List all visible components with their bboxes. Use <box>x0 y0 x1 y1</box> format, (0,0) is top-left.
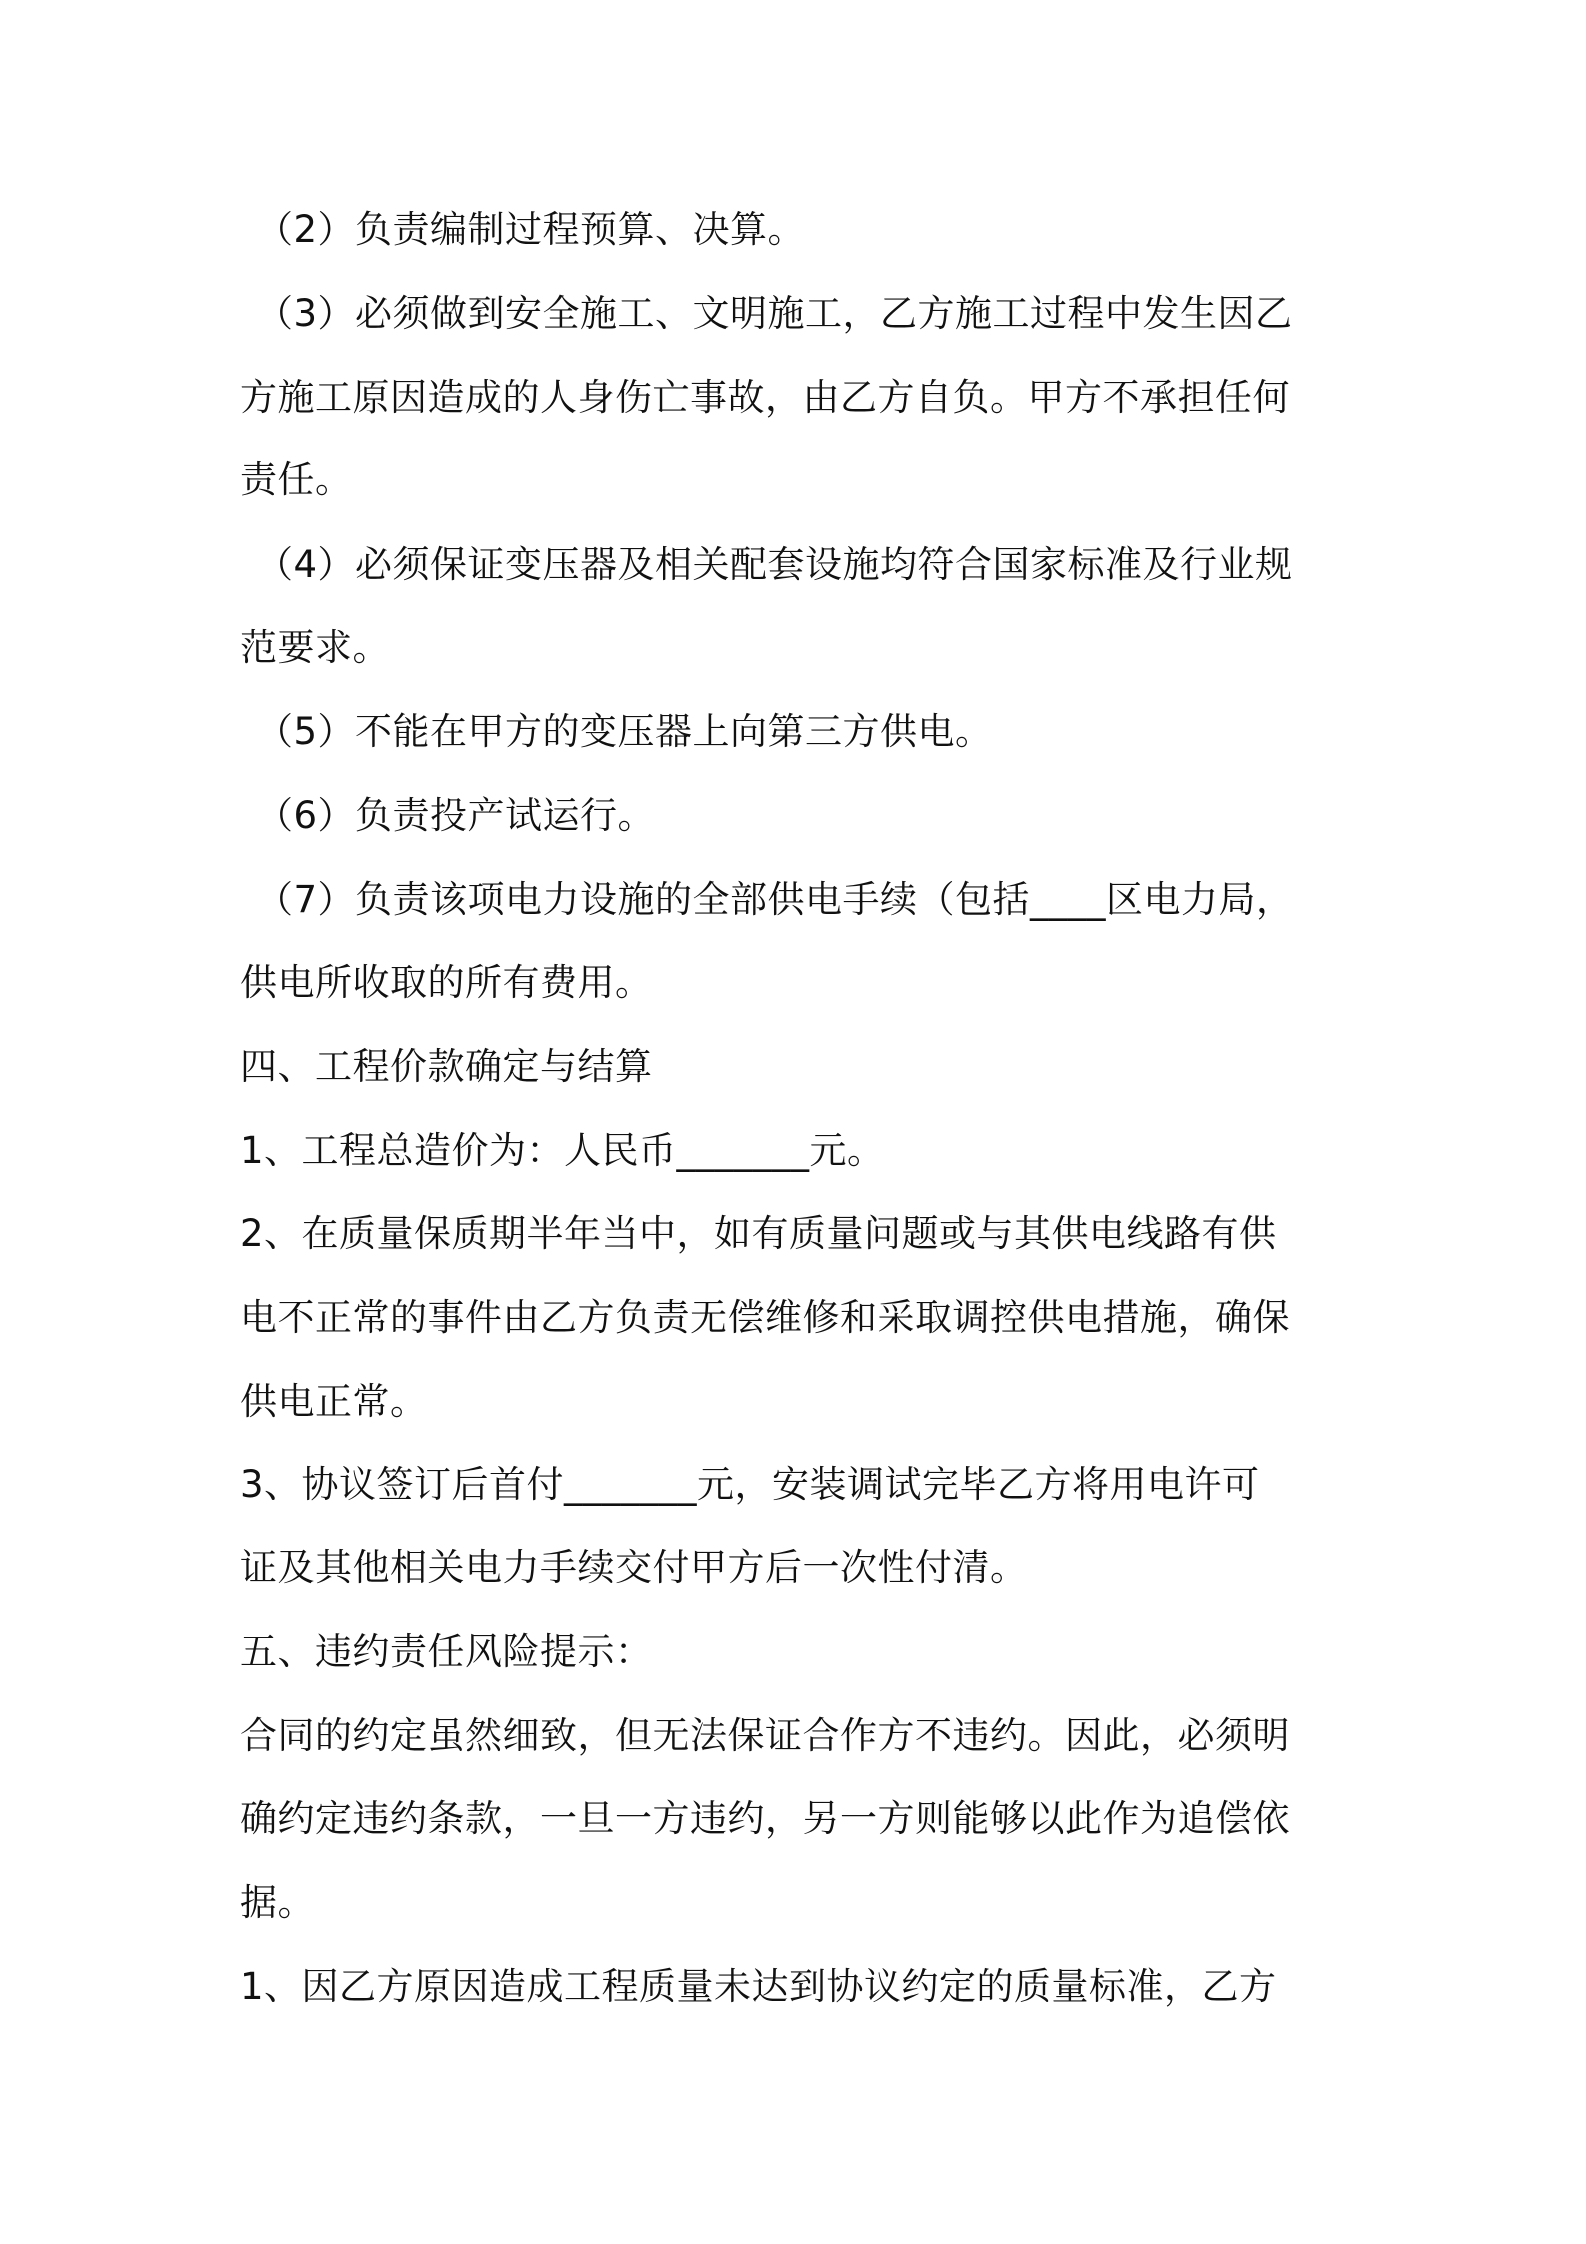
section-4-item-2-line-1: 2、在质量保质期半年当中，如有质量问题或与其供电线路有供 <box>240 1212 1277 1255</box>
section-4-item-3-line-2: 证及其他相关电力手续交付甲方后一次性付清。 <box>240 1546 1028 1589</box>
clause-5: （5）不能在甲方的变压器上向第三方供电。 <box>256 710 993 753</box>
section-4-item-2-line-3: 供电正常。 <box>240 1380 428 1423</box>
section-4-heading: 四、工程价款确定与结算 <box>240 1045 653 1088</box>
section-4-item-3-line-1: 3、协议签订后首付_______元，安装调试完毕乙方将用电许可 <box>240 1463 1260 1506</box>
section-5-heading: 五、违约责任风险提示： <box>240 1630 653 1673</box>
clause-6: （6）负责投产试运行。 <box>256 794 656 837</box>
section-5-item-1: 1、因乙方原因造成工程质量未达到协议约定的质量标准，乙方 <box>240 1965 1277 2008</box>
clause-7-line-2: 供电所收取的所有费用。 <box>240 961 653 1004</box>
clause-2: （2）负责编制过程预算、决算。 <box>256 208 806 251</box>
section-4-item-2-line-2: 电不正常的事件由乙方负责无偿维修和采取调控供电措施，确保 <box>240 1296 1290 1339</box>
clause-3-line-2: 方施工原因造成的人身伤亡事故，由乙方自负。甲方不承担任何 <box>240 376 1290 419</box>
clause-7-line-1: （7）负责该项电力设施的全部供电手续（包括____区电力局， <box>256 878 1294 921</box>
risk-note-line-2: 确约定违约条款，一旦一方违约，另一方则能够以此作为追偿依 <box>240 1797 1290 1840</box>
clause-3-line-3: 责任。 <box>240 458 353 501</box>
clause-3-line-1: （3）必须做到安全施工、文明施工，乙方施工过程中发生因乙 <box>256 292 1293 335</box>
section-4-item-1: 1、工程总造价为：人民币_______元。 <box>240 1129 885 1172</box>
risk-note-line-3: 据。 <box>240 1881 315 1924</box>
clause-4-line-1: （4）必须保证变压器及相关配套设施均符合国家标准及行业规 <box>256 543 1293 586</box>
risk-note-line-1: 合同的约定虽然细致，但无法保证合作方不违约。因此，必须明 <box>240 1714 1290 1757</box>
clause-4-line-2: 范要求。 <box>240 626 390 669</box>
